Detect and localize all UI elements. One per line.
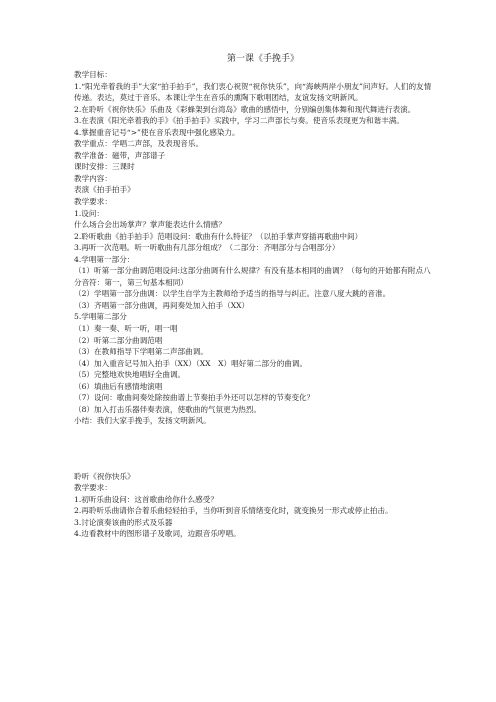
text-line: 4.边看教材中的图形谱子及歌词，边跟音乐哼唱。: [74, 529, 241, 539]
document-body: [74, 69, 436, 540]
text-line: 聆听《祝你快乐》: [74, 471, 135, 481]
text-line: （1）听第一部分曲调范唱设问:这部分曲调有什么规律？有没有基本相同的曲调？（每句的开始都有附点八分音符：第一，第三句基本相同）: [74, 266, 431, 287]
text-line: 小结：我们大家手挽手，发扬文明新风。: [74, 416, 211, 426]
blank-line: [74, 443, 436, 455]
text-line: 4.掌握重音记号“>”使在音乐表现中强化感染力。: [74, 127, 240, 137]
text-line: 教学要求：: [74, 483, 112, 493]
text-line: 教学准备：磁带，声部谱子: [74, 150, 166, 160]
document-title: 第一课《手挽手》: [226, 54, 299, 64]
text-line: 2.聆听歌曲《拍手拍手》范唱设问：歌曲有什么特征？（以拍手掌声穿插再歌曲中间）: [74, 231, 363, 241]
text-line: （3）齐唱第一部分曲调，再间奏处加入拍手（XX）: [74, 300, 250, 310]
text-line: （7）设问：歌曲间奏处除按曲谱上节奏拍手外还可以怎样的节奏变化？: [74, 393, 315, 403]
text-line: 表演《拍手拍手》: [74, 185, 135, 195]
text-line: （8）加入打击乐器伴奏表演，使歌曲的气氛更为热烈。: [74, 404, 262, 414]
text-line: （4）加入重音记号加入拍手（XX）（XX X）唱好第二部分的曲调。: [74, 358, 308, 368]
text-line: 3.再听一次范唱。听一听歌曲有几部分组成？（二部分：齐唱部分与合唱部分）: [74, 243, 340, 253]
text-line: （3）在教师指导下学唱第二声部曲调。: [74, 347, 208, 357]
text-line: （5）完整地欢快地唱好全曲调。: [74, 370, 186, 380]
text-line: 教学要求：: [74, 197, 112, 207]
text-line: 3.在表演《阳光牵着我的手》《拍手拍手》实践中，学习二声部长与奏。使音乐表现更为和谐丰满。: [74, 116, 404, 126]
text-line: 1.初听乐曲设问：这首歌曲给你什么感受？: [74, 494, 218, 504]
text-line: （1）奏一奏、听一听，唱一唱: [74, 324, 178, 334]
text-line: 4.学唱第一部分：: [74, 254, 135, 264]
text-line: 1.设问：: [74, 208, 105, 218]
text-line: 1.“阳光牵着我的手”大家“拍手拍手”，我们衷心祝贺“祝你快乐”，向“海峡两岸小朋友”问声好。人们的友情传递。表达，莫过于音乐。本课让学生在音乐的熏陶下歌唱团结，友谊发扬文明新风。: [74, 81, 432, 103]
text-line: （2）听第二部分曲调范唱: [74, 335, 163, 345]
text-line: 5.学唱第二部分: [74, 312, 127, 322]
text-line: 教学重点：学唱二声部，及表现音乐。: [74, 139, 204, 149]
text-line: 教学内容：: [74, 173, 112, 183]
text-line: 3.讨论演奏该曲的形式及乐器: [74, 517, 173, 527]
text-line: 2.在聆听《祝你快乐》乐曲及《彩蜂架到台湾岛》歌曲的感悟中，分别编创集体舞和现代舞进行表演。: [74, 104, 416, 114]
text-line: 什么场合会出场掌声？掌声能表达什么情感？: [74, 220, 226, 230]
text-line: 教学目标：: [74, 70, 112, 79]
text-line: （2）学唱第一部分曲调：以学生自学为主教师给予适当的指导与纠正。注意八度大跳的音准。: [74, 289, 391, 299]
text-line: 2.再聆听乐曲请你合着乐曲轻轻拍手，当你听到音乐情绪变化时，就变换另一形式或停止拍击。: [74, 506, 393, 516]
text-line: 课时安排：三课时: [74, 162, 135, 172]
text-line: （6）填曲后有感情地演唱: [74, 381, 163, 391]
